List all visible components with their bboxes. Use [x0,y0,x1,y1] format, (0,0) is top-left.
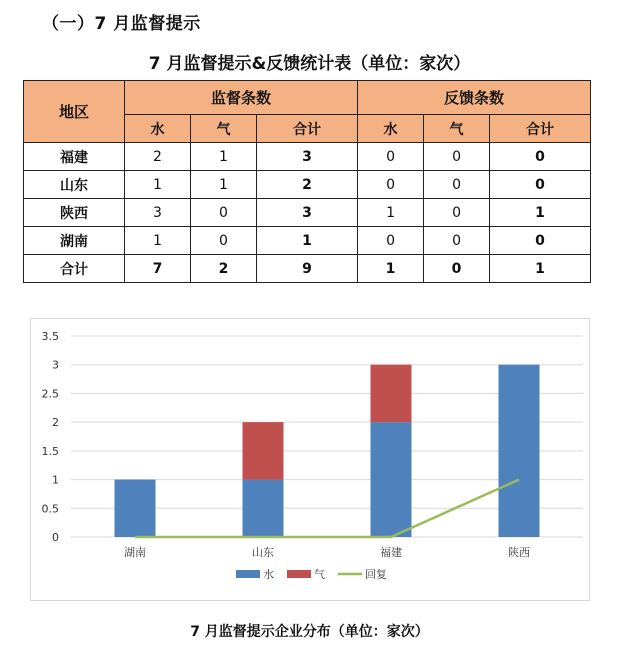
y-tick-label: 1.5 [41,444,59,458]
cell-feedback-air: 0 [424,255,490,283]
cell-feedback-total: 0 [490,171,591,199]
subheader-air: 气 [424,115,490,143]
table-row [24,143,591,171]
cell-supervision-air: 2 [191,255,257,283]
legend-swatch [287,570,311,578]
row-region: 山东 [24,171,125,199]
cell-supervision-total: 2 [257,171,358,199]
header-region: 地区 [24,81,125,143]
section-heading: （一）7 月监督提示 [42,14,201,34]
row-region: 陕西 [24,199,125,227]
bar-water [499,365,540,537]
y-tick-label: 3 [52,358,59,372]
statistics-table [23,80,591,283]
subheader-water: 水 [358,115,424,143]
bar-air [371,365,412,422]
table-row [24,227,591,255]
cell-supervision-total: 9 [257,255,358,283]
cell-supervision-total: 1 [257,227,358,255]
x-tick-label: 福建 [380,546,402,559]
distribution-chart [31,319,589,600]
row-region: 湖南 [24,227,125,255]
cell-feedback-air: 0 [424,143,490,171]
row-region: 合计 [24,255,125,283]
cell-supervision-water: 7 [125,255,191,283]
cell-supervision-water: 2 [125,143,191,171]
bar-air [243,422,284,479]
subheader-total: 合计 [257,115,358,143]
cell-supervision-air: 1 [191,171,257,199]
chart-caption: 7 月监督提示企业分布（单位：家次） [190,624,429,640]
legend-label: 水 [263,568,274,581]
cell-feedback-water: 0 [358,143,424,171]
cell-supervision-water: 1 [125,227,191,255]
cell-supervision-water: 1 [125,171,191,199]
table-title: 7 月监督提示&反馈统计表（单位：家次） [148,54,471,74]
y-tick-label: 2 [52,416,59,430]
cell-feedback-total: 0 [490,227,591,255]
cell-feedback-air: 0 [424,171,490,199]
cell-feedback-total: 1 [490,255,591,283]
y-tick-label: 0 [52,531,59,544]
cell-feedback-air: 0 [424,199,490,227]
cell-feedback-water: 1 [358,255,424,283]
chart-frame [30,318,590,601]
table-row [24,171,591,199]
legend-swatch [236,570,260,578]
subheader-air: 气 [191,115,257,143]
table-row-total [24,255,591,283]
y-tick-label: 0.5 [41,502,59,516]
header-feedback-count: 反馈条数 [358,81,591,115]
cell-feedback-water: 0 [358,171,424,199]
bar-water [115,480,156,537]
cell-feedback-water: 1 [358,199,424,227]
x-tick-label: 湖南 [124,546,146,559]
table-row [24,199,591,227]
cell-feedback-total: 0 [490,143,591,171]
x-tick-label: 陕西 [508,546,530,559]
subheader-total: 合计 [490,115,591,143]
cell-supervision-air: 1 [191,143,257,171]
cell-feedback-water: 0 [358,227,424,255]
cell-supervision-air: 0 [191,199,257,227]
cell-supervision-total: 3 [257,199,358,227]
x-tick-label: 山东 [252,546,274,559]
legend-label: 回复 [365,568,387,581]
y-tick-label: 2.5 [41,387,59,401]
legend-label: 气 [314,568,325,581]
y-tick-label: 1 [52,473,59,487]
cell-feedback-total: 1 [490,199,591,227]
cell-supervision-total: 3 [257,143,358,171]
cell-feedback-air: 0 [424,227,490,255]
cell-supervision-air: 0 [191,227,257,255]
header-supervision-count: 监督条数 [125,81,358,115]
cell-supervision-water: 3 [125,199,191,227]
y-tick-label: 3.5 [41,330,59,343]
bar-water [371,422,412,537]
subheader-water: 水 [125,115,191,143]
row-region: 福建 [24,143,125,171]
bar-water [243,480,284,537]
